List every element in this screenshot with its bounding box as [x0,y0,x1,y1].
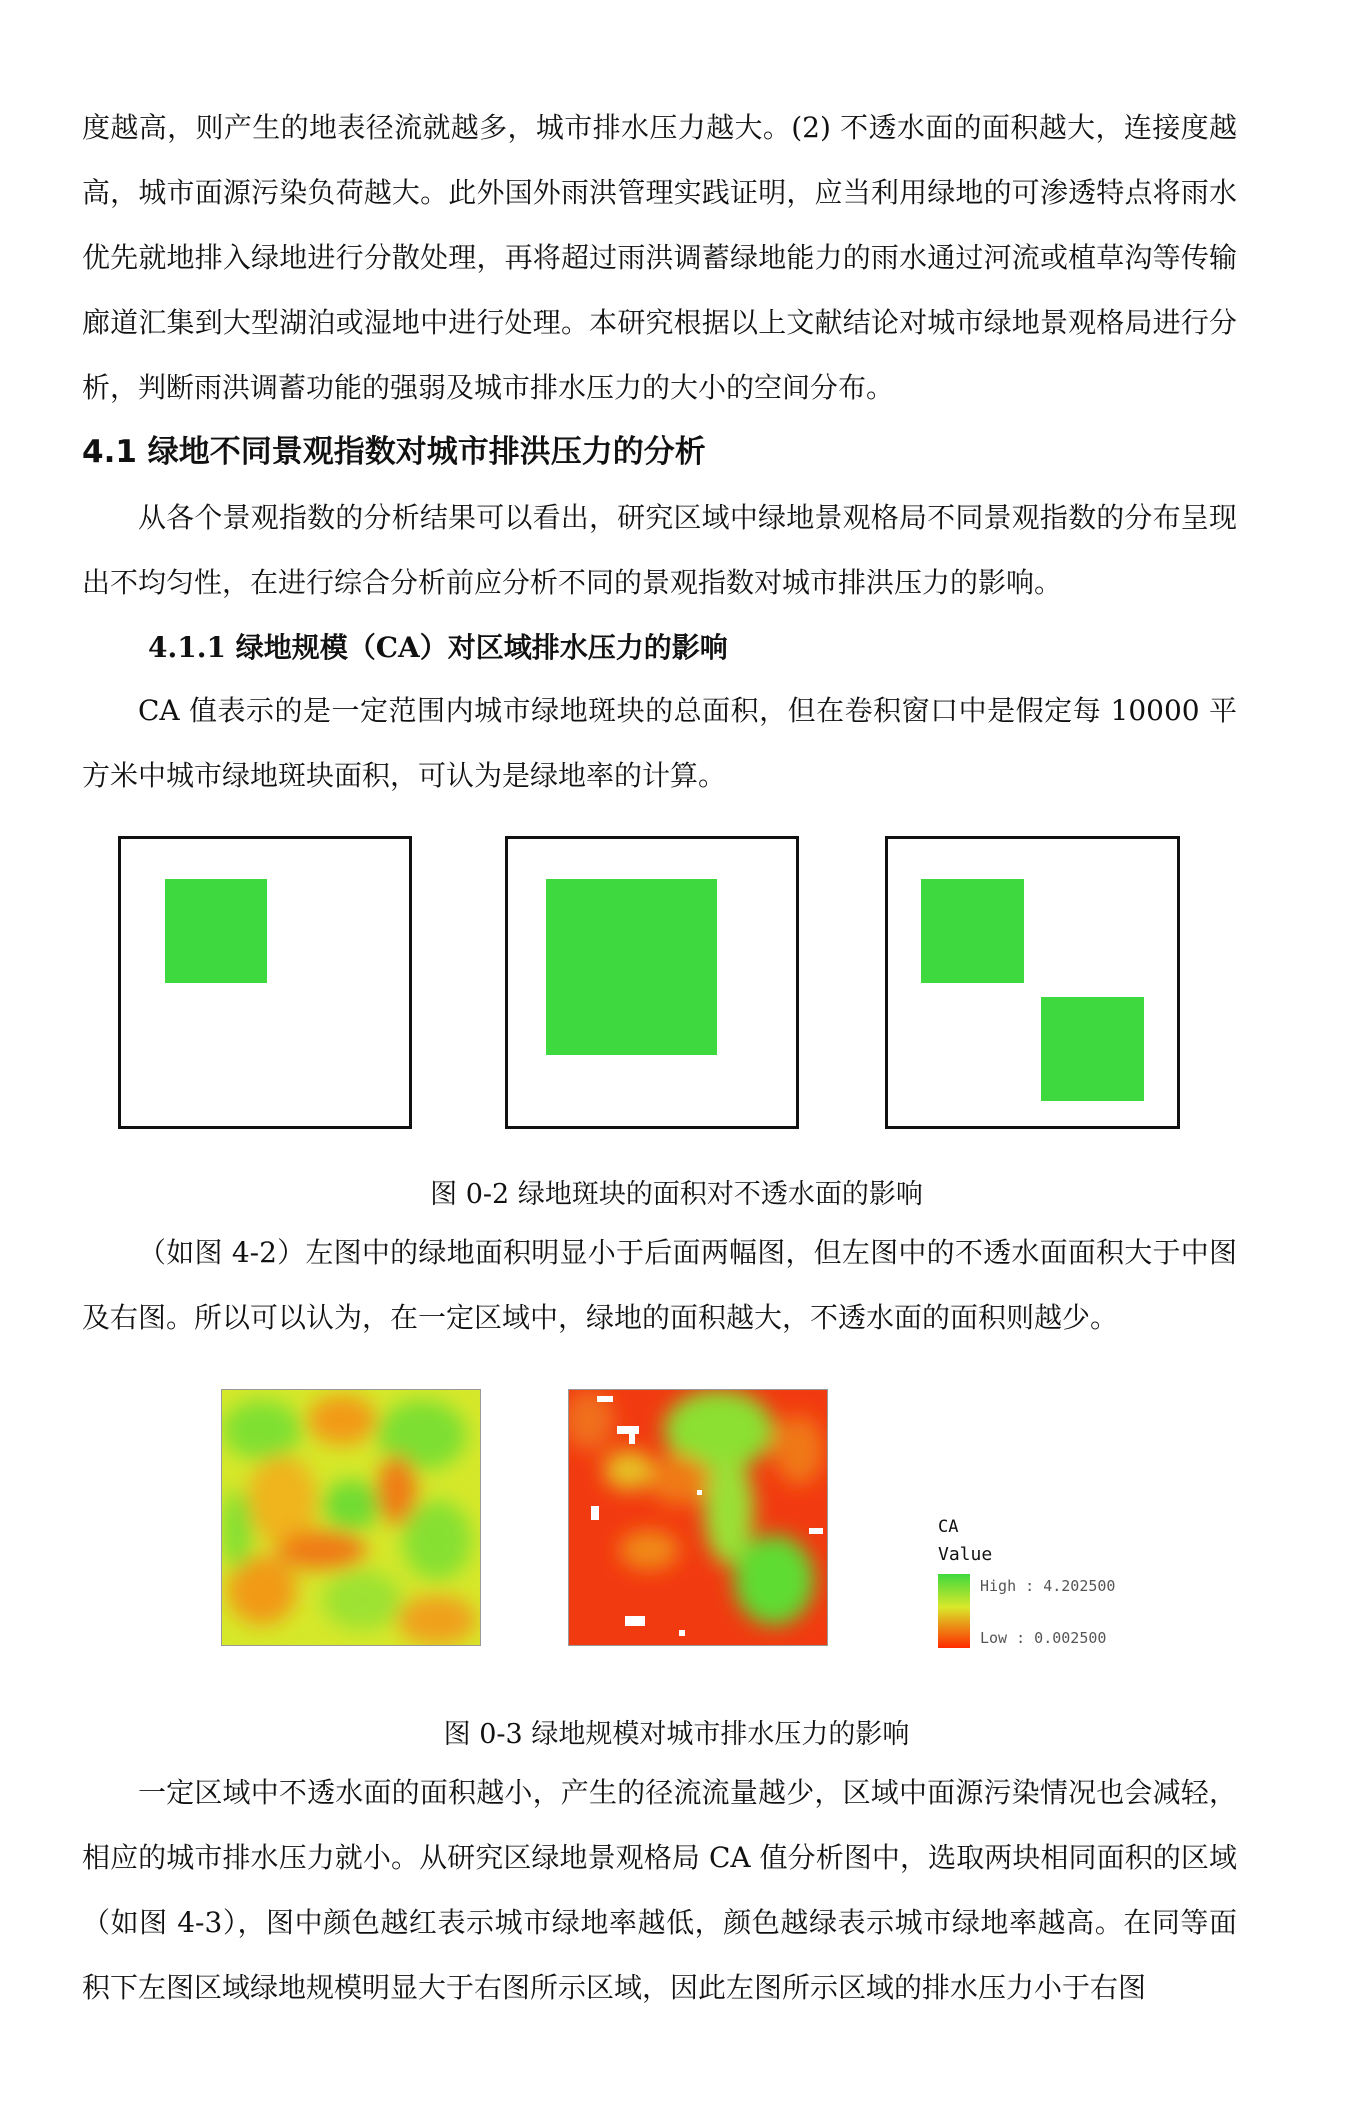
figure-0-2-caption: 图 0-2 绿地斑块的面积对不透水面的影响 [430,1179,923,1210]
paragraph-4: （如图 4-2）左图中的绿地面积明显小于后面两幅图，但左图中的不透水面面积大于中图及右图。所以可以认为，在一定区域中，绿地的面积越大，不透水面的面积则越少。 [82,1236,1237,1334]
paragraph-2: 从各个景观指数的分析结果可以看出，研究区域中绿地景观格局不同景观指数的分布呈现出不均匀性，在进行综合分析前应分析不同的景观指数对城市排洪压力的影响。 [82,501,1237,599]
legend-color-ramp [938,1574,970,1648]
ca-map-left [221,1389,481,1646]
diagram-panel-right [885,836,1180,1129]
diagram-panel-middle [505,836,799,1129]
ca-map-right [568,1389,828,1646]
green-patch-large [546,879,717,1055]
section-heading: 4.1 绿地不同景观指数对城市排洪压力的分析 [82,434,706,470]
diagram-panel-left [118,836,412,1129]
legend-low-label: Low : 0.002500 [980,1629,1107,1647]
legend-high-label: High : 4.202500 [980,1577,1116,1595]
ca-heatmap-left [222,1390,480,1645]
ca-heatmap-right [569,1390,827,1645]
paragraph-1: 度越高，则产生的地表径流就越多，城市排水压力越大。(2) 不透水面的面积越大，连接度越高，城市面源污染负荷越大。此外国外雨洪管理实践证明，应当利用绿地的可渗透特点将雨水优先就地排入绿地进行分散处理，再将超过雨洪调蓄绿地能力的雨水通过河流或植草沟等传输廊道汇集到大型湖泊或湿地中进行处理。本研究根据以上文献结论对城市绿地景观格局进行分析，判断雨洪调蓄功能的强弱及城市排水压力的大小的空间分布。 [82,111,1237,404]
paragraph-3: CA 值表示的是一定范围内城市绿地斑块的总面积，但在卷积窗口中是假定每 10000 平方米中城市绿地斑块面积，可认为是绿地率的计算。 [82,694,1237,792]
green-patch-small [165,879,267,983]
legend-subtitle: Value [938,1544,993,1565]
green-patch-lower [1041,997,1144,1101]
subsection-heading: 4.1.1 绿地规模（CA）对区域排水压力的影响 [148,631,728,664]
paragraph-5: 一定区域中不透水面的面积越小，产生的径流流量越少，区域中面源污染情况也会减轻，相应的城市排水压力就小。从研究区绿地景观格局 CA 值分析图中，选取两块相同面积的区域（如图 4-3），图中颜色越红表示城市绿地率越低，颜色越绿表示城市绿地率越高。在同等面积下左图区域绿地规模明显大于右图所示区域，因此左图所示区域的排水压力小于右图 [82,1776,1237,2004]
figure-0-3-caption: 图 0-3 绿地规模对城市排水压力的影响 [443,1719,910,1750]
legend-title: CA [938,1517,959,1537]
green-patch-upper [921,879,1024,983]
